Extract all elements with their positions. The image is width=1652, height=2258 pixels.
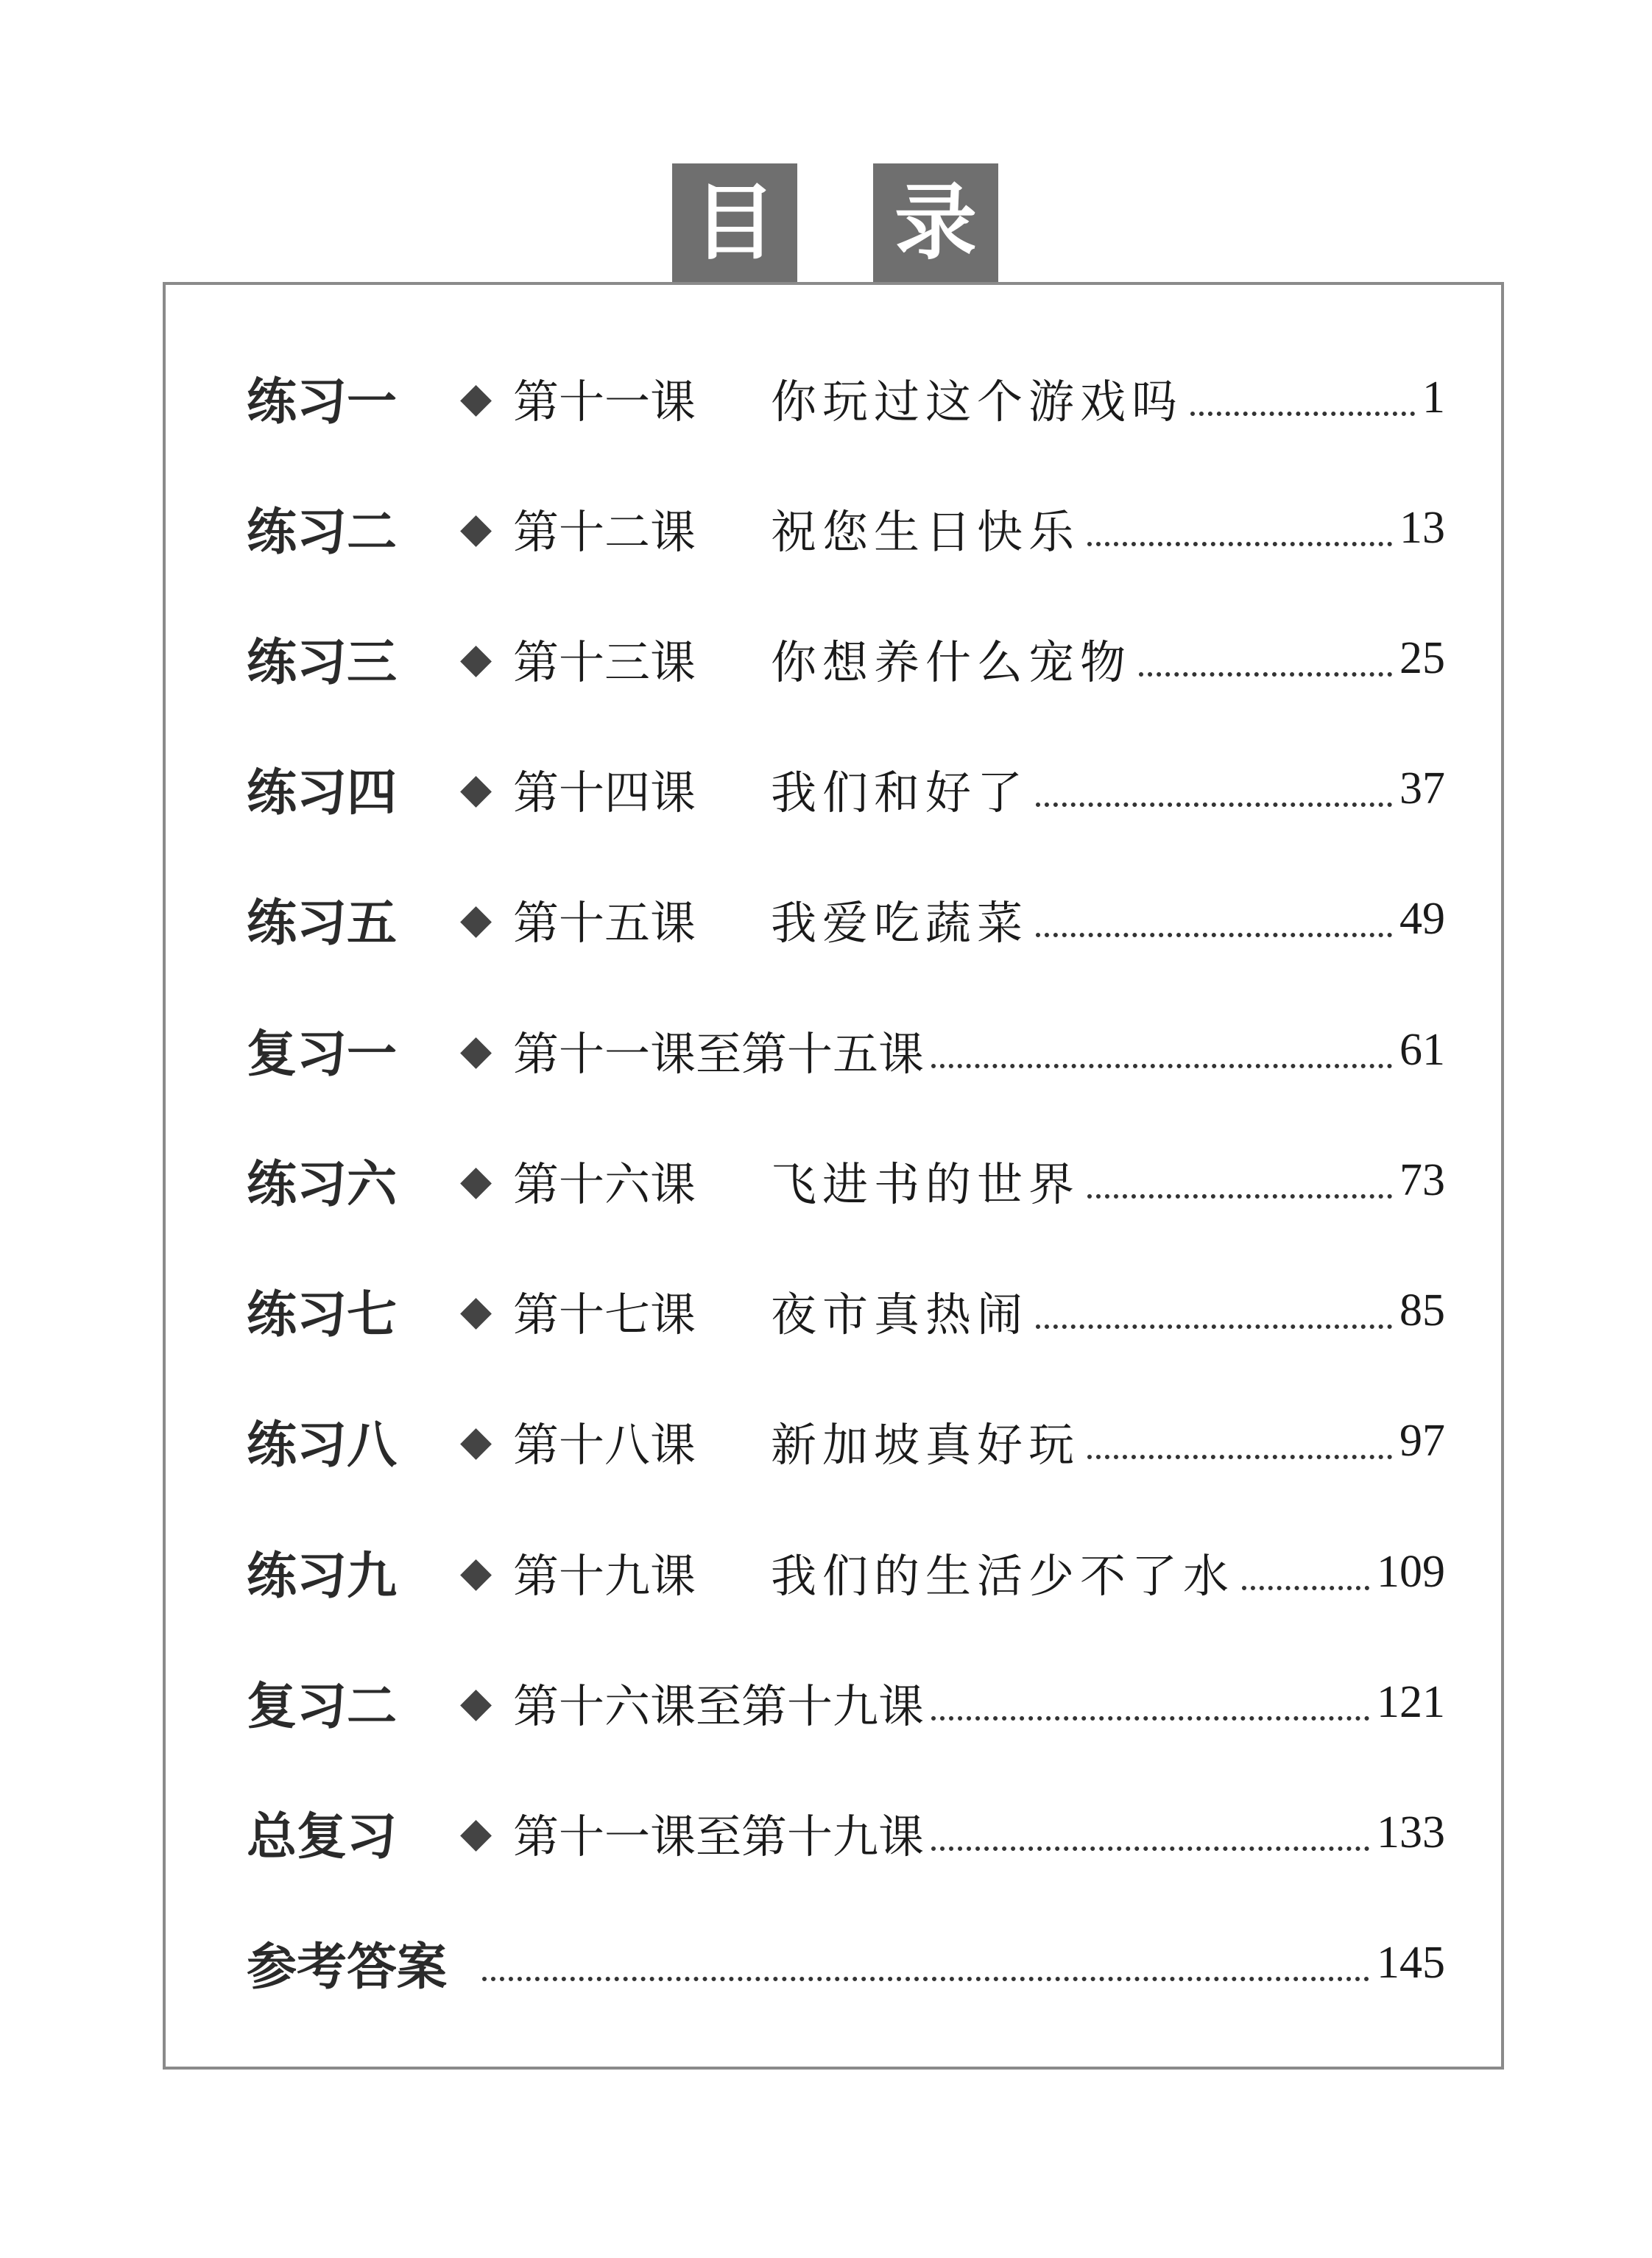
toc-entry-label: 练习三 (247, 633, 398, 692)
toc-entry[interactable] (247, 1393, 1445, 1489)
toc-entry[interactable] (247, 1915, 1445, 2011)
toc-entry[interactable] (247, 871, 1445, 967)
toc-title-char-1: 目 (672, 163, 797, 283)
dot-leader (931, 1846, 1369, 1851)
toc-entry-label: 参考答案 (247, 1938, 448, 1997)
toc-entry-lesson: 第十一课至第十五课 (513, 1026, 925, 1081)
toc-entry-topic: 夜市真热闹 (771, 1287, 1029, 1341)
dot-leader (1087, 1455, 1392, 1459)
toc-entry[interactable] (247, 1263, 1445, 1358)
diamond-icon: ◆ (460, 373, 493, 422)
toc-entry-topic: 我们和好了 (771, 765, 1029, 819)
diamond-icon: ◆ (460, 1026, 493, 1074)
toc-entry-page: 37 (1399, 763, 1445, 814)
toc-entry-page: 109 (1377, 1546, 1445, 1597)
toc-entry[interactable] (247, 350, 1445, 445)
toc-entry-lesson: 第十九课 (513, 1548, 696, 1603)
toc-entry-page: 61 (1399, 1024, 1445, 1075)
toc-entry[interactable] (247, 1785, 1445, 1880)
toc-entry-label: 练习五 (247, 894, 398, 953)
toc-entry[interactable] (247, 1002, 1445, 1098)
dot-leader (931, 1064, 1392, 1068)
toc-entry-page: 49 (1399, 893, 1445, 944)
dot-leader (1036, 1324, 1392, 1329)
toc-entry-lesson: 第十六课 (513, 1157, 696, 1211)
toc-entry-page: 73 (1399, 1154, 1445, 1205)
toc-entry-lesson: 第十一课 (513, 374, 696, 428)
toc-entry-topic: 我们的生活少不了水 (771, 1548, 1235, 1603)
toc-entry-lesson: 第十六课至第十九课 (513, 1679, 925, 1733)
toc-entry[interactable] (247, 1524, 1445, 1620)
toc-entry-page: 85 (1399, 1285, 1445, 1336)
diamond-icon: ◆ (460, 1548, 493, 1596)
toc-entry-label: 练习八 (247, 1416, 398, 1475)
diamond-icon: ◆ (460, 504, 493, 552)
dot-leader (1036, 802, 1392, 807)
toc-entry[interactable] (247, 741, 1445, 836)
diamond-icon: ◆ (460, 1808, 493, 1857)
dot-leader (931, 1716, 1369, 1721)
toc-entry-topic: 祝您生日快乐 (771, 504, 1081, 559)
toc-entry-label: 练习六 (247, 1155, 398, 1214)
toc-entry[interactable] (247, 1654, 1445, 1750)
diamond-icon: ◆ (460, 1156, 493, 1204)
diamond-icon: ◆ (460, 764, 493, 813)
toc-entry-lesson: 第十四课 (513, 765, 696, 819)
dot-leader (1242, 1586, 1369, 1590)
toc-entry-lesson: 第十八课 (513, 1417, 696, 1472)
toc-entry-page: 13 (1399, 502, 1445, 553)
toc-entry[interactable] (247, 1132, 1445, 1228)
diamond-icon: ◆ (460, 1286, 493, 1335)
diamond-icon: ◆ (460, 1678, 493, 1726)
dot-leader (482, 1977, 1369, 1981)
diamond-icon: ◆ (460, 634, 493, 682)
toc-entry-topic: 飞进书的世界 (771, 1157, 1081, 1211)
toc-entry[interactable] (247, 480, 1445, 576)
toc-entry-label: 练习四 (247, 763, 398, 822)
toc-entry-topic: 新加坡真好玩 (771, 1417, 1081, 1472)
toc-entry-page: 25 (1399, 632, 1445, 683)
toc-entry-label: 总复习 (247, 1807, 398, 1866)
toc-title-char-2: 录 (873, 163, 998, 283)
dot-leader (1087, 1194, 1392, 1199)
toc-entry-topic: 你想养什么宠物 (771, 635, 1132, 689)
toc-entry-lesson: 第十七课 (513, 1287, 696, 1341)
toc-entry-page: 1 (1422, 372, 1445, 423)
dot-leader (1036, 933, 1392, 937)
toc-entry-lesson: 第十二课 (513, 504, 696, 559)
toc-entry-topic: 我爱吃蔬菜 (771, 895, 1029, 950)
dot-leader (1190, 412, 1415, 416)
toc-entry-label: 复习二 (247, 1677, 398, 1736)
toc-entry-lesson: 第十五课 (513, 895, 696, 950)
dot-leader (1087, 542, 1392, 546)
toc-entry-page: 145 (1377, 1937, 1445, 1988)
diamond-icon: ◆ (460, 1416, 493, 1465)
toc-entry-label: 练习七 (247, 1285, 398, 1344)
toc-entry-label: 练习二 (247, 503, 398, 562)
toc-entry-page: 133 (1377, 1807, 1445, 1857)
toc-entry-page: 97 (1399, 1415, 1445, 1466)
toc-entry-page: 121 (1377, 1676, 1445, 1727)
diamond-icon: ◆ (460, 895, 493, 943)
toc-entry-topic: 你玩过这个游戏吗 (771, 374, 1184, 428)
toc-entry-lesson: 第十三课 (513, 635, 696, 689)
toc-entry-label: 练习九 (247, 1547, 398, 1606)
toc-entry-label: 练习一 (247, 373, 398, 431)
toc-entry-lesson: 第十一课至第十九课 (513, 1809, 925, 1863)
dot-leader (1139, 672, 1392, 677)
toc-entry[interactable] (247, 610, 1445, 706)
toc-entry-label: 复习一 (247, 1025, 398, 1084)
